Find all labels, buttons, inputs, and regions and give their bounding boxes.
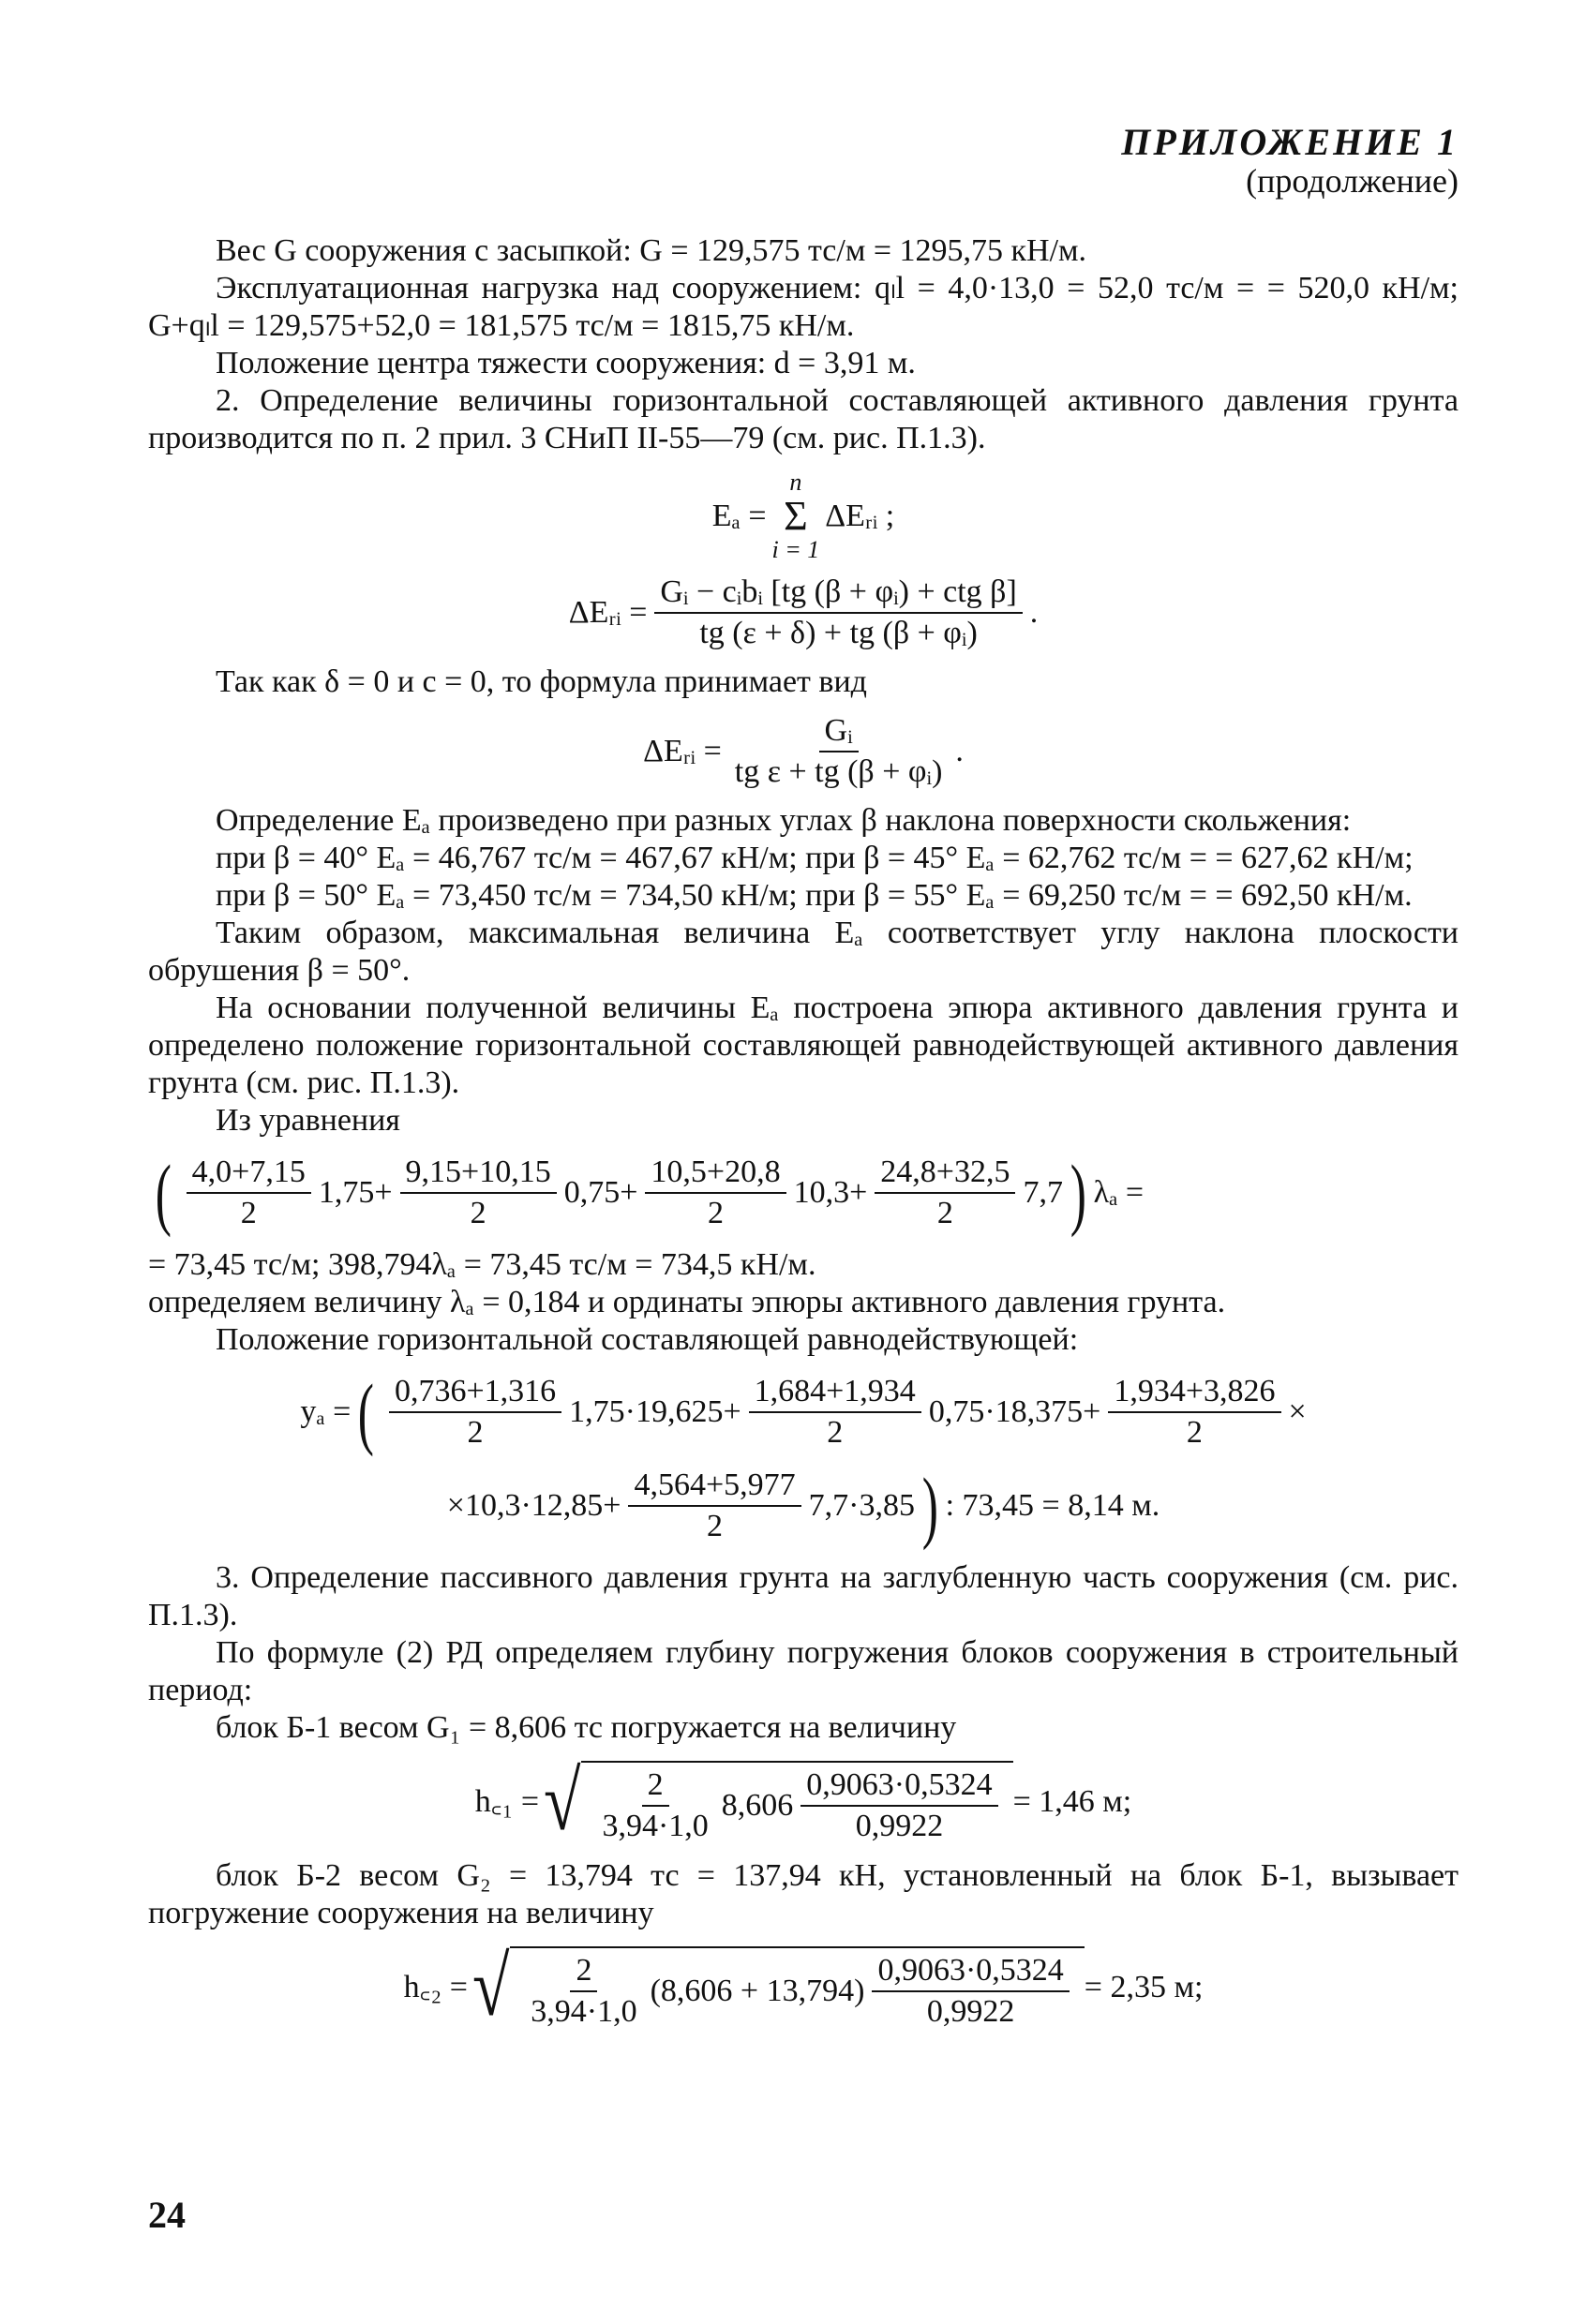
equation-hc2 — [148, 1941, 1459, 2034]
close-paren: ) — [1070, 1148, 1086, 1238]
fraction — [749, 1375, 921, 1450]
appendix-title: ПРИЛОЖЕНИЕ 1 — [1121, 121, 1459, 163]
denominator: 2 — [240, 1196, 257, 1230]
equation-lambda — [148, 1148, 1459, 1238]
paragraph: Вес G сооружения с засыпкой: G = 129,575 тс/м = 1295,75 кН/м. — [216, 233, 1087, 268]
eq-end: = 2,35 м; — [1084, 1970, 1204, 2004]
fraction — [400, 1155, 557, 1230]
numerator: 1,934+3,826 — [1108, 1375, 1280, 1413]
paragraph: = 73,45 тс/м; 398,794λₐ = 73,45 тс/м = 734,5 кН/м. — [148, 1247, 816, 1282]
eq-lhs: yₐ = — [300, 1394, 352, 1429]
paragraph: Положение центра тяжести сооружения: d = 3,91 м. — [216, 346, 916, 380]
paragraph: На основании полученной величины Eₐ построена эпюра активного давления грунта и определено положение горизонтальной составляющей равнодействующей активного давления грунта (см. рис. П.1.3). — [148, 991, 1459, 1100]
denominator: 2 — [936, 1196, 953, 1230]
body-text — [148, 232, 1459, 2043]
eq-end: . — [1029, 595, 1039, 630]
denominator: 2 — [707, 1509, 724, 1543]
denominator: tg (ε + δ) + tg (β + φᵢ) — [699, 616, 978, 650]
sum-lower: i = 1 — [771, 536, 820, 563]
paragraph: 2. Определение величины горизонтальной составляющей активного давления грунта производится по п. 2 прил. 3 СНиП II-55—79 (см. рис. П.1.3). — [148, 383, 1459, 455]
sum-symbol — [772, 470, 820, 562]
close-paren: ) — [921, 1461, 938, 1551]
paragraph: По формуле (2) РД определяем глубину погружения блоков сооружения в строительный период: — [148, 1635, 1459, 1707]
paragraph: при β = 50° Eₐ = 73,450 тс/м = 734,50 кН/м; при β = 55° Eₐ = 69,250 тс/м = = 692,50 кН/м. — [216, 878, 1413, 913]
denominator: tg ε + tg (β + φᵢ) — [734, 754, 943, 789]
radicand — [510, 1946, 1084, 2029]
numerator: 24,8+32,5 — [875, 1155, 1015, 1194]
paragraph: при β = 40° Eₐ = 46,767 тс/м = 467,67 кН/м; при β = 45° Eₐ = 62,762 тс/м = = 627,62 кН/м; — [216, 841, 1414, 875]
denominator: 2 — [827, 1415, 844, 1450]
page-number: 24 — [148, 2194, 186, 2236]
eq-end: λₐ = — [1093, 1175, 1145, 1210]
denominator: 3,94·1,0 — [602, 1809, 709, 1843]
paragraph: Так как δ = 0 и c = 0, то формула принимает вид — [216, 664, 867, 699]
fraction — [729, 714, 949, 789]
eq-end: : 73,45 = 8,14 м. — [945, 1488, 1160, 1523]
numerator: Gᵢ — [819, 714, 859, 752]
eq-lhs: ΔEᵣᵢ = — [643, 734, 722, 768]
denominator: 0,9922 — [855, 1809, 944, 1843]
denominator: 0,9922 — [926, 1994, 1015, 2029]
eq-lhs: Eₐ = — [711, 499, 767, 533]
fraction — [525, 1954, 642, 2029]
fraction — [800, 1768, 997, 1843]
fraction — [187, 1155, 311, 1230]
term: ×10,3·12,85+ — [446, 1488, 621, 1523]
paragraph: Положение горизонтальной составляющей равнодействующей: — [216, 1322, 1079, 1357]
term: 7,7 — [1023, 1175, 1063, 1210]
numerator: 0,9063·0,5324 — [800, 1768, 997, 1807]
numerator: 10,5+20,8 — [645, 1155, 786, 1194]
numerator: 9,15+10,15 — [400, 1155, 557, 1194]
equation-ya-line1 — [148, 1367, 1459, 1457]
fraction — [1108, 1375, 1280, 1450]
denominator: 2 — [1186, 1415, 1203, 1450]
denominator: 2 — [470, 1196, 486, 1230]
denominator: 2 — [467, 1415, 484, 1450]
denominator: 3,94·1,0 — [531, 1994, 637, 2029]
numerator: Gᵢ − cᵢbᵢ [tg (β + φᵢ) + ctg β] — [654, 575, 1022, 614]
open-paren: ( — [155, 1148, 172, 1238]
numerator: 2 — [642, 1768, 669, 1807]
sum-upper: n — [789, 469, 802, 496]
numerator: 2 — [570, 1954, 597, 1992]
term: 0,75·18,375+ — [928, 1394, 1101, 1429]
radical-sign: √ — [543, 1755, 581, 1848]
equation-delta — [148, 575, 1459, 650]
paragraph: Таким образом, максимальная величина Eₐ соответствует углу наклона плоскости обрушения β = 50°. — [148, 916, 1459, 988]
term: 1,75·19,625+ — [569, 1394, 741, 1429]
numerator: 4,564+5,977 — [628, 1468, 800, 1507]
term: 1,75+ — [318, 1175, 393, 1210]
fraction — [872, 1954, 1069, 2029]
term: (8,606 + 13,794) — [650, 1974, 865, 2008]
open-paren: ( — [358, 1367, 375, 1457]
eq-lhs: h꜀₁ = — [474, 1784, 540, 1819]
term: × — [1288, 1394, 1307, 1429]
numerator: 0,736+1,316 — [389, 1375, 561, 1413]
fraction — [389, 1375, 561, 1450]
eq-rhs: ΔEᵣᵢ ; — [825, 499, 895, 533]
term: 8,606 — [721, 1788, 794, 1823]
term: 10,3+ — [793, 1175, 868, 1210]
numerator: 1,684+1,934 — [749, 1375, 921, 1413]
paragraph: Определение Eₐ произведено при разных углах β наклона поверхности скольжения: — [216, 803, 1352, 838]
paragraph: Из уравнения — [216, 1103, 400, 1138]
equation-sum — [148, 470, 1459, 562]
eq-lhs: h꜀₂ = — [403, 1970, 468, 2004]
fraction — [628, 1468, 800, 1543]
square-root — [539, 1755, 1013, 1848]
fraction — [645, 1155, 786, 1230]
fraction — [596, 1768, 713, 1843]
eq-end: . — [955, 734, 964, 768]
appendix-subtitle: (продолжение) — [1246, 162, 1459, 200]
square-root — [468, 1941, 1085, 2034]
fraction — [654, 575, 1022, 650]
paragraph: блок Б-2 весом G₂ = 13,794 тс = 137,94 кН, установленный на блок Б-1, вызывает погружение сооружения на величину — [148, 1858, 1459, 1930]
equation-hc1 — [148, 1755, 1459, 1848]
eq-end: = 1,46 м; — [1012, 1784, 1132, 1819]
paragraph: определяем величину λₐ = 0,184 и ординаты эпюры активного давления грунта. — [148, 1285, 1226, 1319]
equation-delta-simplified — [148, 714, 1459, 789]
sigma: Σ — [784, 493, 808, 539]
term: 7,7·3,85 — [808, 1488, 915, 1523]
numerator: 4,0+7,15 — [187, 1155, 311, 1194]
radicand — [581, 1761, 1012, 1843]
radical-sign: √ — [471, 1941, 510, 2034]
paragraph: блок Б-1 весом G₁ = 8,606 тс погружается на величину — [216, 1710, 957, 1745]
eq-lhs: ΔEᵣᵢ = — [568, 595, 648, 630]
paragraph: 3. Определение пассивного давления грунта на заглубленную часть сооружения (см. рис. П.1.3). — [148, 1560, 1459, 1632]
equation-ya-line2 — [148, 1461, 1459, 1551]
numerator: 0,9063·0,5324 — [872, 1954, 1069, 1992]
term: 0,75+ — [563, 1175, 638, 1210]
paragraph: Эксплуатационная нагрузка над сооружением: qₗl = 4,0·13,0 = 52,0 тс/м = = 520,0 кН/м; G+qₗl = 129,575+52,0 = 181,575 тс/м = 1815,75 кН/м. — [148, 271, 1459, 343]
denominator: 2 — [707, 1196, 724, 1230]
fraction — [875, 1155, 1015, 1230]
